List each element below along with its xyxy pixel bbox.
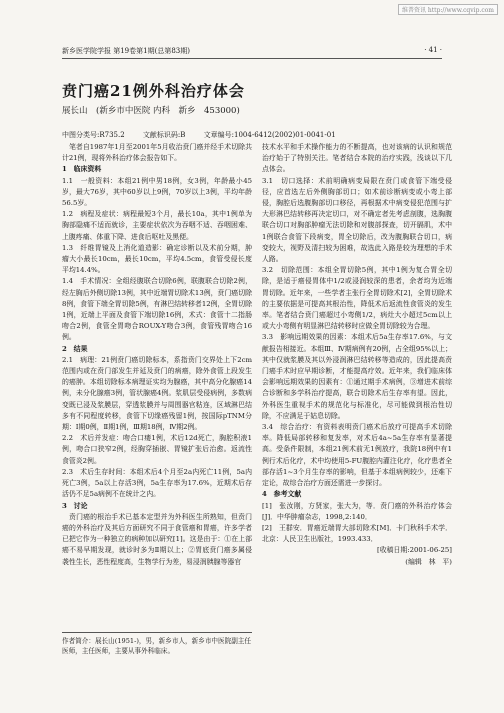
article-authors: 展长山 (新乡市中医院 内科 新乡 453000) [62, 106, 240, 116]
paragraph: 1.3 纤维胃镜及上消化道造影：确定诊断以及术前分期，肿瘤大小最长10cm，最长10cm，平均4.5cm，食管受侵长度平均14.4%。 [62, 243, 252, 275]
section-heading: 4 参考文献 [262, 490, 302, 499]
section-heading: 3 讨论 [62, 501, 88, 510]
running-header [62, 46, 442, 59]
paragraph: 1.1 一般资料：本组21例中男18例，女3例，年龄最小45岁，最大76岁，其中60岁以上9例，70岁以上3例，平均年龄56.5岁。 [62, 176, 252, 208]
paragraph: 3.2 切除范围：本组全胃切除5例，其中1例为复合胃全切除，是适于癌侵胃体中1/2或浸润较深的患者，余者均为近端胃切除。近年来，一些学者主张行全胃切除术[2]，全胃切除术的主要依据是可提高其根治性，降低术后返流性食管炎的发生率。笔者结合贲门癌超过小弯侧1/2，病灶大小超过5cm以上或大小弯侧有明显淋巴结转移时应做全胃切除较为合理。 [262, 266, 452, 331]
left-column [62, 142, 252, 568]
reference-item: [2] 王群安．胃癌近端胃大部切除术[M]．卡门秋科手术学．北京：人民卫生出版社，1993.433． [262, 523, 452, 544]
editor-credit: (编辑 林 平) [405, 557, 452, 566]
author-footnote: 作者简介：展长山(1951-)，男，新乡市人，新乡市中医院副主任医师，主任医师，主要从事外科临床。 [62, 632, 252, 656]
right-column [262, 142, 452, 568]
journal-header: 新乡医学院学报 第19卷第1期(总第83期) [62, 47, 190, 55]
watermark: 维普资讯 http://www.cqvip.com [398, 4, 498, 15]
paragraph: 2.2 术后并发症：吻合口瘘1例，术后12d死亡，胸腔积液1例，吻合口狭窄2例，经胸穿插嵌、胃镜扩张后治愈。返流性食管炎2例。 [62, 434, 252, 465]
paragraph: 技术水平和手术操作能力的不断提高，也对该病的认识和规范治疗始于了特别关注。笔者结合本院的治疗实践，浅谈以下几点体会。 [262, 143, 452, 174]
reference-item: [1] 张汝刚，方贤家，张大为，等．贲门癌的外科治疗体会[J]．中华肿瘤杂志，1998,2:140． [262, 501, 452, 521]
paragraph: 2.3 术后生存时间：本组术后4个月至2a内死亡11例，5a内死亡3例，5a以上存活3例，5a生存率为17.6%，近期术后存活仍不足5a病例不在统计之内。 [62, 467, 252, 499]
paragraph: 贲门癌的根治手术已基本定型并为外科医生所熟知，但贲门癌的外科治疗及其后方面研究不同于食管癌和胃癌，许多学者已把它作为一种独立的病种加以研究[1]。这是由于：①在上部癌不易早期发现，就诊时多为Ⅱ期以上；②胃底贲门癌多属侵袭性生长，恶性程度高，生物学行为差，易浸润胰腺等器官 [62, 512, 252, 566]
paragraph: 1.2 病程及症状：病程最短3个月，最长10a，其中1例单为胸部隐痛不适而就诊，主要症状依次为吞咽不适、吞咽困难、上腹疼痛、体重下降、进食后呕吐及黑便。 [62, 210, 252, 241]
article-number: 文章编号:1004-6412(2002)01-0041-01 [203, 131, 336, 139]
paragraph: 2.1 病理：21例贲门癌切除标本，系指贲门交界处上下2cm范围内或在贲门部发生并延及贲门的病癌，除外食管上段发生的癌肿。本组切除标本病理证实均为腺癌，其中高分化腺癌14例，未分化腺癌3例，管状腺癌4例。浆肌层受侵病例，多数病变既已浸及浆膜层，穿透浆膜并与周围器官粘连，区域淋巴结多有不同程度转移，食管下切缘癌残留1例，按国际pTNM分期：Ⅰ期0例，Ⅱ期1例，Ⅲ期18例，Ⅳ期2例。 [62, 355, 252, 432]
article-meta [62, 130, 452, 140]
section-heading: 2 结果 [62, 344, 88, 353]
article-title: 贲门癌21例外科治疗体会 [62, 82, 245, 100]
paragraph: 1.4 手术情况：全组经腹联合切除6例，联腹联合切除2例，经左胸后外侧切除13例，其中近端胃切除术13例，贲门癌切除8例，食管下端全胃切除5例，有淋巴结转移者12例，全胃切除1例，近端上平面及食管下端切除16例，术式：食管十二指肠吻合2例，食管全胃吻合ROUX-Y吻合3例，食管残胃吻合16例。 [62, 277, 252, 342]
section-heading: 1 临床资料 [62, 165, 102, 174]
clc-number: 中图分类号:R735.2 [62, 131, 125, 139]
paragraph: 笔者自1987年1月至2001年5月收治贲门癌并经手术切除共计21例，现将外科治疗体会报告如下。 [62, 143, 252, 163]
page-number: · 41 · [424, 46, 442, 54]
paragraph: 3.4 综合治疗：有资料表明贲门癌术后放疗可提高手术切除率。降低局部转移和复发率，对术后4a~5a生存率有显著提高。受条件限制，本组21例术前无1例放疗，我院18例中有1例行术后化疗，术中均使用5-FU腹腔内灌注化疗，化疗患者全部存活1~3个月生存率的影响，但基于本组病例较少，还难下定论，故综合治疗方面还需进一步探讨。 [262, 423, 452, 488]
paragraph: 3.1 切口选择：术前明确病变局限在贲门或食管下端受侵径，应首选左后外侧胸部切口；如术前诊断病变或小弯上部侵，胸腔后选腹胸部切口移径，再根据术中病变侵犯范围与扩大形淋巴结转移再决定切口，对不确定者先考虑剖腹，选胸腹联合切口对胸部肿瘤无法切除和对腹部探查，切开膈肌，术中1例联合食管下段病变，胃全切除后，改为腹胸联合切口，病变较大，视野及清扫较为困难，故选此入路是较为理想的手术人路。 [262, 176, 452, 264]
received-date: [收稿日期:2001-06-25] [377, 546, 452, 555]
document-code: 文献标识码:B [142, 131, 186, 139]
paragraph: 3.3 影响远期效果的因素：本组术后5a生存率17.6%，与文献报告相接近。本组Ⅲ、Ⅳ期病例有20例，占全组95%以上；其中仅就浆膜及其以外浸润淋巴结转移等造成的，因此提高贲门癌手术时应早期诊断，才能提高疗效。近年来，我们临床体会影响远期效果的因素有：①通过期手术病例，③增进术前综合诊断和多学科治疗提高，联合切除术后生存率有望。因此，外科医生重视手术的规范化与标准化，尽可能做到根治性切除，不应满足于姑息切除。 [262, 333, 452, 420]
